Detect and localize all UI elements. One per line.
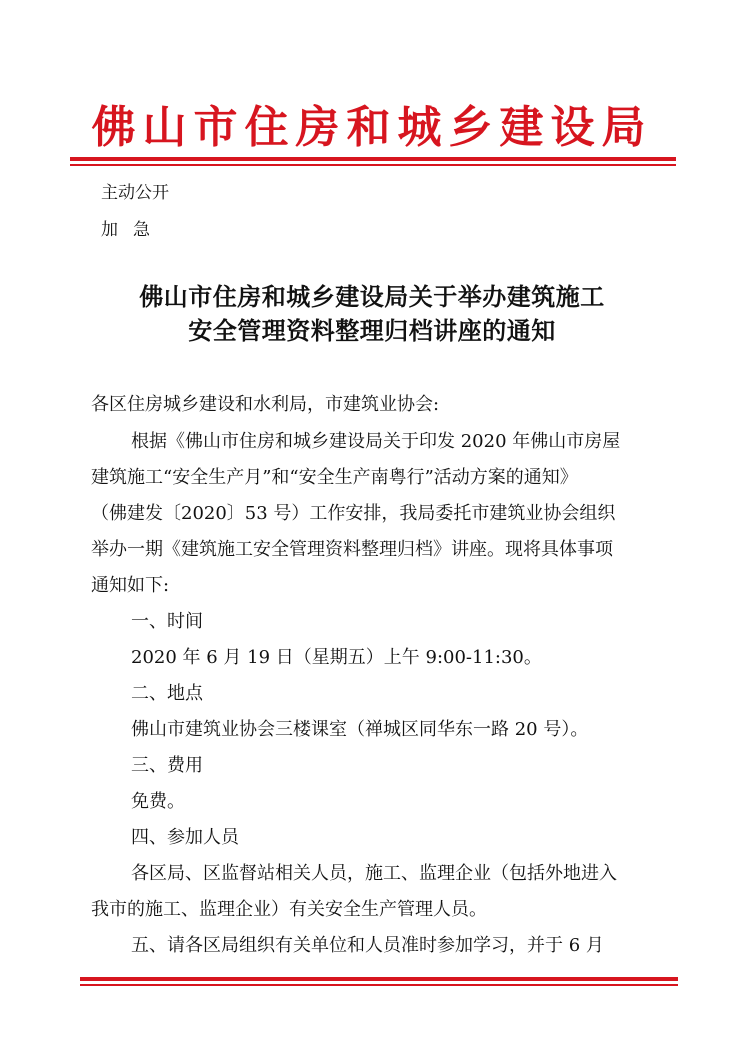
event-time: 2020 年 6 月 19 日（星期五）上午 9:00-11:30。 bbox=[131, 647, 542, 668]
event-fee: 免费。 bbox=[131, 791, 185, 812]
disclosure-label: 主动公开 bbox=[101, 183, 169, 203]
footer-red-rule-thick bbox=[80, 977, 678, 981]
event-location: 佛山市建筑业协会三楼课室（禅城区同华东一路 20 号）。 bbox=[131, 719, 589, 740]
salutation: 各区住房城乡建设和水利局，市建筑业协会: bbox=[91, 394, 440, 415]
agency-masthead: 佛山市住房和城乡建设局 bbox=[91, 102, 653, 153]
section-heading-attendees: 四、参加人员 bbox=[131, 827, 239, 848]
section-heading-location: 二、地点 bbox=[131, 683, 203, 704]
body-paragraph-line: 根据《佛山市住房和城乡建设局关于印发 2020 年佛山市房屋 bbox=[131, 431, 621, 452]
attendees-line: 各区局、区监督站相关人员，施工、监理企业（包括外地进入 bbox=[131, 863, 617, 884]
notice-title-line-2: 安全管理资料整理归档讲座的通知 bbox=[188, 316, 556, 345]
body-paragraph-line: 通知如下: bbox=[91, 575, 170, 596]
notice-title-line-1: 佛山市住房和城乡建设局关于举办建筑施工 bbox=[139, 282, 605, 311]
body-paragraph-line: 举办一期《建筑施工安全管理资料整理归档》讲座。现将具体事项 bbox=[91, 539, 613, 560]
section-heading-fee: 三、费用 bbox=[131, 755, 203, 776]
body-paragraph-line: （佛建发〔2020〕53 号）工作安排，我局委托市建筑业协会组织 bbox=[91, 503, 616, 524]
urgency-label: 加急 bbox=[101, 220, 165, 240]
section-heading-time: 一、时间 bbox=[131, 611, 203, 632]
masthead-red-rule-thick bbox=[70, 157, 676, 161]
footer-red-rule-thin bbox=[80, 984, 678, 986]
body-paragraph-line: 建筑施工“安全生产月”和“安全生产南粤行”活动方案的通知》 bbox=[91, 467, 578, 488]
section-heading-instructions: 五、请各区局组织有关单位和人员准时参加学习，并于 6 月 bbox=[131, 935, 604, 956]
attendees-line: 我市的施工、监理企业）有关安全生产管理人员。 bbox=[91, 899, 487, 920]
masthead-red-rule-thin bbox=[70, 164, 676, 166]
